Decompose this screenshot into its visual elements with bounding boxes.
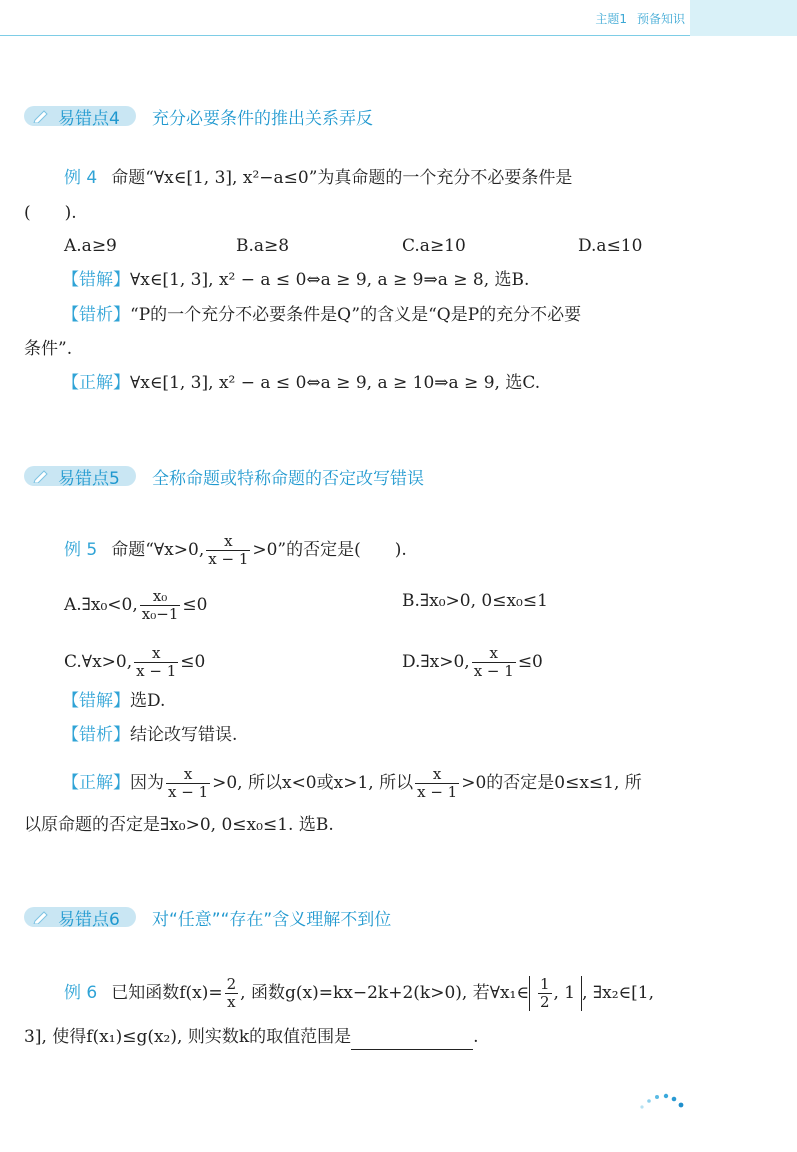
- correct-solution-5: 【正解】因为 $\frac{x}{x - 1}$ >0, 所以x<0或x>1, 所以 $\frac{x}{x - 1}$ >0的否定是0≤x≤1, 所: [62, 765, 642, 801]
- option-b: B.∃x₀>0, 0≤x₀≤1: [402, 591, 548, 611]
- running-header: [585, 10, 685, 27]
- option-c: C.∀x>0, $\frac{x}{x - 1}$ ≤0: [64, 644, 206, 680]
- example-6-question-cont: 3], 使得f(x₁)≤g(x₂), 则实数k的取值范围是 .: [24, 1024, 479, 1050]
- section-title: 充分必要条件的推出关系弄反: [152, 108, 373, 129]
- error-analysis-4-cont: 条件”.: [24, 339, 73, 359]
- section-heading-6: [24, 904, 391, 930]
- interval-bracket: $\frac{1}{2}$ , 1: [529, 976, 582, 1011]
- section-badge: [24, 907, 136, 930]
- section-badge-label: 易错点6: [58, 910, 120, 930]
- example-5-question: 例 5 命题“∀x>0, $\frac{x}{x - 1}$ >0”的否定是( ).: [64, 532, 407, 568]
- option-b: B.a≥8: [236, 236, 290, 256]
- correct-solution-5-cont: 以原命题的否定是∃x₀>0, 0≤x₀≤1. 选B.: [24, 815, 334, 835]
- wrong-solution-5: 【错解】选D.: [62, 691, 166, 711]
- header-chapter: 预备知识: [636, 12, 685, 26]
- wrong-solution-4: 【错解】∀x∈[1, 3], x² − a ≤ 0⇔a ≥ 9, a ≥ 9⇒a ≥ 8, 选B.: [62, 270, 530, 290]
- pencil-icon: [33, 469, 49, 483]
- error-analysis-4: 【错析】“P的一个充分不必要条件是Q”的含义是“Q是P的充分不必要: [62, 305, 582, 325]
- section-badge: [24, 466, 136, 489]
- section-title: 对“任意”“存在”含义理解不到位: [152, 909, 392, 930]
- example-label: 例 6: [64, 983, 98, 1003]
- header-rule: [0, 35, 690, 36]
- error-analysis-5: 【错析】结论改写错误.: [62, 725, 238, 745]
- decorative-dots-icon: [638, 1092, 688, 1112]
- section-badge-label: 易错点4: [58, 109, 120, 129]
- section-badge: [24, 106, 136, 129]
- option-c: C.a≥10: [402, 236, 466, 256]
- example-4-question-cont: ( ).: [24, 203, 77, 223]
- example-6-question: 例 6 已知函数f(x)= $\frac{2}{x}$ , 函数g(x)=kx−2k+2(k>0), 若∀x₁∈ $\frac{1}{2}$ , 1 , ∃x₂∈[1,: [64, 975, 654, 1011]
- section-heading-5: [24, 463, 424, 489]
- header-topic: 主题1: [595, 12, 627, 26]
- correct-solution-4: 【正解】∀x∈[1, 3], x² − a ≤ 0⇔a ≥ 9, a ≥ 10⇒a ≥ 9, 选C.: [62, 373, 541, 393]
- header-tab: [690, 0, 797, 36]
- option-a: A.a≥9: [64, 236, 117, 256]
- section-heading-4: [24, 103, 373, 129]
- pencil-icon: [33, 910, 49, 924]
- example-label: 例 4: [64, 168, 98, 188]
- fraction: $\frac{x}{x - 1}$: [208, 532, 249, 568]
- example-label: 例 5: [64, 540, 98, 560]
- pencil-icon: [33, 109, 49, 123]
- section-title: 全称命题或特称命题的否定改写错误: [152, 468, 424, 489]
- example-4-question: 例 4 命题“∀x∈[1, 3], x²−a≤0”为真命题的一个充分不必要条件是: [64, 168, 573, 188]
- option-d: D.∃x>0, $\frac{x}{x - 1}$ ≤0: [402, 644, 543, 680]
- option-d: D.a≤10: [578, 236, 643, 256]
- section-badge-label: 易错点5: [58, 469, 120, 489]
- answer-blank[interactable]: [351, 1033, 473, 1050]
- option-a: A.∃x₀<0, $\frac{\text{x₀}}{\text{x₀−1}}$ ≤0: [64, 587, 208, 623]
